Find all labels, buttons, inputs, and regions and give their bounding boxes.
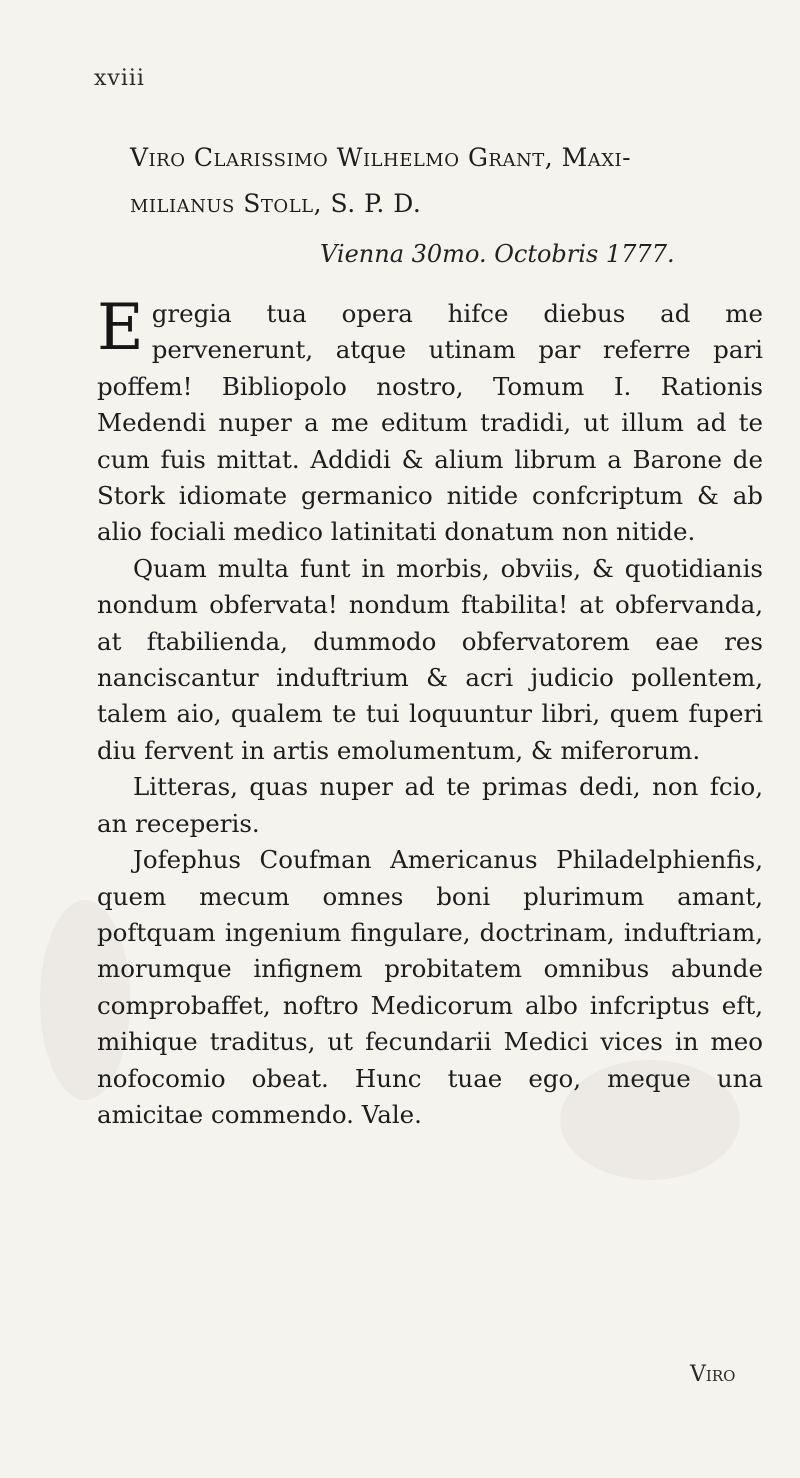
drop-cap: E xyxy=(97,291,144,365)
page-number: xviii xyxy=(94,66,145,91)
letter-body xyxy=(97,291,763,1133)
dateline: Vienna 30mo. Octobris 1777. xyxy=(320,240,675,268)
heading-line-2: milianus Stoll, S. P. D. xyxy=(130,189,422,218)
paragraph-1-text: gregia tua opera hifce diebus ad me pervenerunt, atque utinam par referre pari poffem! Bibliopolo nostro, Tomum I. Rationis Medendi nuper a me editum tradidi, ut illum ad te cum fuis mittat. Addidi & alium librum a Barone de Stork idiomate germanico nitide confcriptum & ab alio fociali medico latinitati donatum non nitide. xyxy=(97,299,763,547)
letter-heading xyxy=(130,135,770,227)
paragraph-2: Quam multa funt in morbis, obviis, & quotidianis nondum obfervata! nondum ftabilita! at obfervanda, at ftabilienda, dummodo obfervatorem eae res nanciscantur induftrium & acri judicio pollentem, talem aio, qualem te tui loquuntur libri, quem fuperi diu fervent in artis emolumentum, & miferorum. xyxy=(97,553,763,765)
heading-line-1: Viro Clarissimo Wilhelmo Grant, Maxi- xyxy=(130,143,632,172)
paragraph-3: Litteras, quas nuper ad te primas dedi, non fcio, an receperis. xyxy=(97,772,763,838)
paragraph-4: Jofephus Coufman Americanus Philadelphienfis, quem mecum omnes boni plurimum amant, poftquam ingenium fingulare, doctrinam, induftriam, morumque infignem probitatem omnibus abunde comprobaffet, noftro Medicorum albo infcriptus eft, mihique traditus, ut fecundarii Medici vices in meo nofocomio obeat. Hunc tuae ego, meque una amicitae commendo. Vale. xyxy=(97,845,763,1129)
paragraph-1 xyxy=(97,291,763,551)
catchword: Viro xyxy=(690,1362,736,1387)
